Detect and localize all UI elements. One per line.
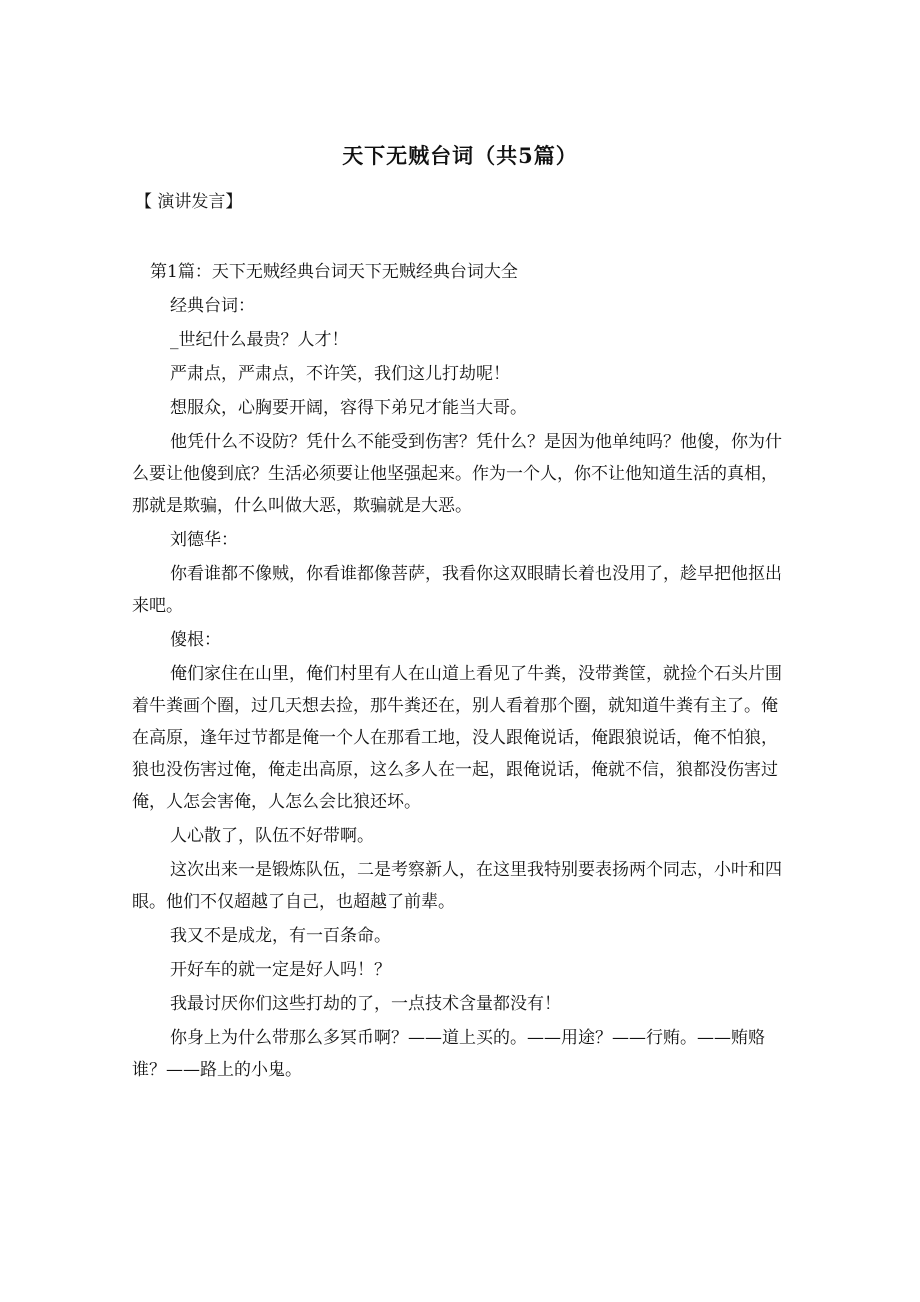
category-label: 【 演讲发言】: [135, 192, 243, 212]
paragraph: 他凭什么不设防？凭什么不能受到伤害？凭什么？是因为他单纯吗？他傻，你为什么要让他傻到底？生活必须要让他坚强起来。作为一个人，你不让他知道生活的真相，那就是欺骗，什么叫做大恶，欺骗就是大恶。: [132, 432, 782, 516]
section-heading: 第1篇：天下无贼经典台词天下无贼经典台词大全: [150, 262, 518, 282]
paragraph: 严肃点，严肃点，不许笑，我们这儿打劫呢！: [170, 364, 510, 384]
paragraph: 这次出来一是锻炼队伍，二是考察新人，在这里我特别要表扬两个同志，小叶和四眼。他们不仅超越了自己，也超越了前辈。: [132, 860, 782, 912]
document-body: [132, 256, 794, 1088]
paragraph: 我最讨厌你们这些打劫的了，一点技术含量都没有！: [170, 994, 561, 1014]
paragraph: 你身上为什么带那么多冥币啊？——道上买的。——用途？——行贿。——贿赂谁？——路上的小鬼。: [132, 1028, 765, 1080]
paragraph: _世纪什么最贵？人才！: [170, 330, 349, 350]
paragraph: 想服众，心胸要开阔，容得下弟兄才能当大哥。: [170, 398, 527, 418]
paragraph: 我又不是成龙，有一百条命。: [170, 926, 391, 946]
paragraph: 俺们家住在山里，俺们村里有人在山道上看见了牛粪，没带粪筐，就捡个石头片围着牛粪画个圈，过几天想去捡，那牛粪还在，别人看着那个圈，就知道牛粪有主了。俺在高原，逢年过节都是俺一个人在那看工地，没人跟俺说话，俺跟狼说话，俺不怕狼，狼也没伤害过俺，俺走出高原，这么多人在一起，跟俺说话，俺就不信，狼都没伤害过俺，人怎会害俺，人怎么会比狼还坏。: [132, 664, 782, 812]
paragraph: 你看谁都不像贼，你看谁都像菩萨，我看你这双眼睛长着也没用了，趁早把他抠出来吧。: [132, 564, 782, 616]
document-title: 天下无贼台词（共5篇）: [342, 143, 578, 168]
speaker-label: 刘德华：: [170, 530, 238, 550]
paragraph: 开好车的就一定是好人吗！？: [170, 960, 391, 980]
paragraph: 人心散了，队伍不好带啊。: [170, 826, 374, 846]
paragraph: 经典台词：: [170, 296, 255, 316]
speaker-label: 傻根：: [170, 630, 221, 650]
